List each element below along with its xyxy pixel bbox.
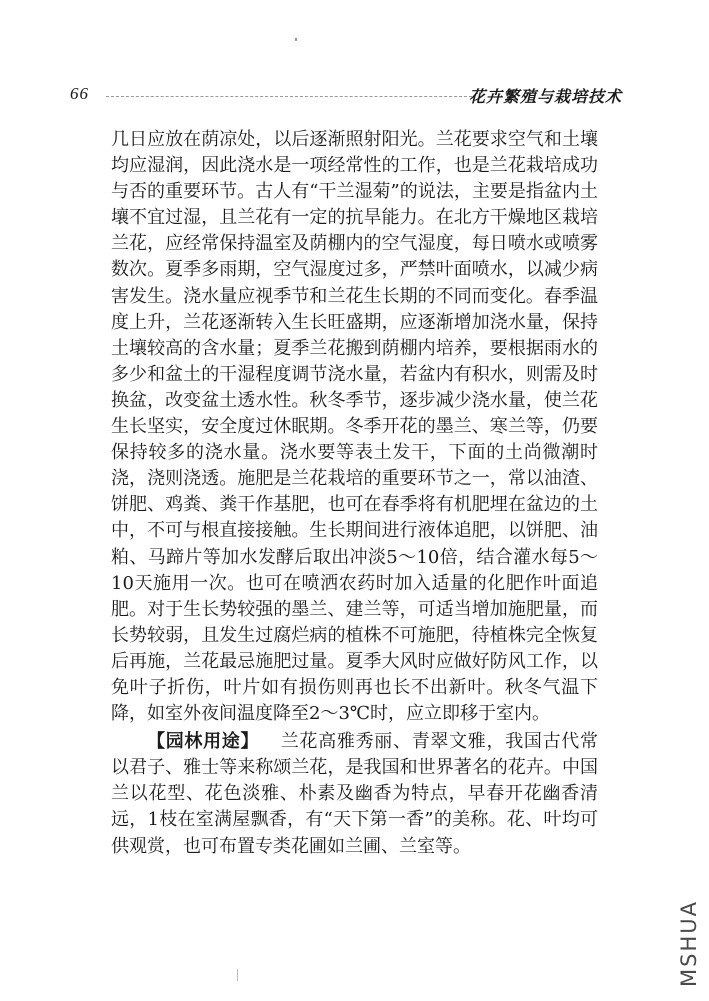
scan-mark-bottom: [237, 969, 238, 981]
header-rule: [106, 96, 472, 97]
paragraph-landscape-use: [111, 729, 598, 859]
paragraph-landscape-use-text: 兰花高雅秀丽、青翠文雅，我国古代常以君子、雅士等来称颂兰花，是我国和世界著名的花卉。中国兰以花型、花色淡雅、朴素及幽香为特点，早春开花幽香清远，1枝在室满屋飘香，有“天下第一香”的美称。花、叶均可供观赏，也可布置专类花圃如兰圃、兰室等。: [111, 731, 598, 857]
scan-mark: [295, 38, 297, 41]
paragraph-care: 几日应放在荫凉处，以后逐渐照射阳光。兰花要求空气和土壤均应湿润，因此浇水是一项经常性的工作，也是兰花栽培成功与否的重要环节。古人有“干兰湿菊”的说法，主要是指盆内土壤不宜过湿，且兰花有一定的抗旱能力。在北方干燥地区栽培兰花，应经常保持温室及荫棚内的空气湿度，每日喷水或喷雾数次。夏季多雨期，空气湿度过多，严禁叶面喷水，以减少病害发生。浇水量应视季节和兰花生长期的不同而变化。春季温度上升，兰花逐渐转入生长旺盛期，应逐渐增加浇水量，保持土壤较高的含水量；夏季兰花搬到荫棚内培养，要根据雨水的多少和盆土的干湿程度调节浇水量，若盆内有积水，则需及时换盆，改变盆土透水性。秋冬季节，逐步减少浇水量，使兰花生长坚实，安全度过休眠期。冬季开花的墨兰、寒兰等，仍要保持较多的浇水量。浇水要等表土发干，下面的土尚微潮时浇，浇则浇透。施肥是兰花栽培的重要环节之一，常以油渣、饼肥、鸡粪、粪干作基肥，也可在春季将有机肥埋在盆边的土中，不可与根直接接触。生长期间进行液体追肥，以饼肥、油粕、马蹄片等加水发酵后取出冲淡5～10倍，结合灌水每5～10天施用一次。也可在喷洒农药时加入适量的化肥作叶面追肥。对于生长势较强的墨兰、建兰等，可适当增加施肥量，而长势较弱，且发生过腐烂病的植株不可施肥，待植株完全恢复后再施，兰花最忌施肥过量。夏季大风时应做好防风工作，以免叶子折伤，叶片如有损伤则再也长不出新叶。秋冬气温下降，如室外夜间温度降至2～3℃时，应立即移于室内。: [111, 129, 598, 725]
watermark: MSHUA: [677, 900, 701, 987]
section-label: 【园林用途】: [147, 731, 260, 753]
page-number: 66: [70, 84, 89, 103]
page-body: [111, 127, 598, 860]
running-title: 花卉繁殖与栽培技术: [468, 87, 622, 106]
page-header: [62, 84, 622, 108]
